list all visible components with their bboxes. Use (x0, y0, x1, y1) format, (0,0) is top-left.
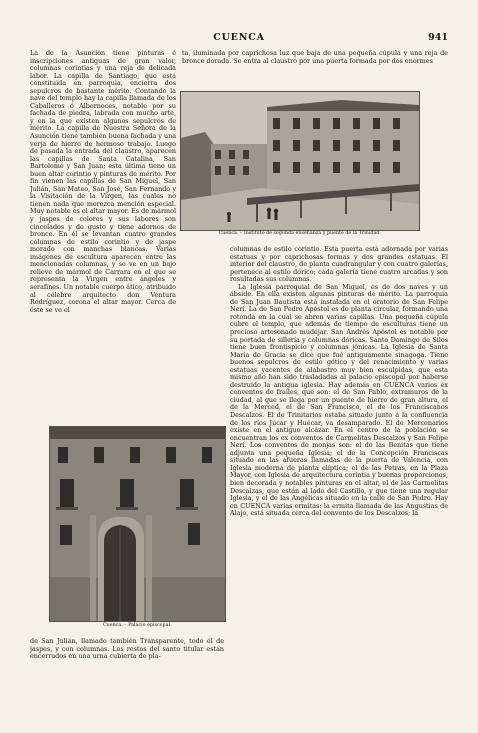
text-column-left-bottom (30, 638, 224, 678)
paragraph: La de la Asunción tiene pinturas é inscripciones antiguas de gran valor, columnas corintias y una reja de delicada labor. La capilla de Santiago, que está constituida en parroquia, encierra dos sepulcros de bastante mérito. Contando la nave del templo hay la capilla llamada de los Caballeros ó Albornoces, notable por su fachada de piedra, labrada con mucho arte, y en la que existen algunos sepulcros de mérito. La capilla de Nuestra Señora de la Asunción tiene también buena fachada y una verja de hierro de hermoso trabajo. Luego de pasada la entrada del claustro, aparecen las capillas de Santa Catalina, San Bartolomé y San Juan; esta última tiene un buen altar corintio y pinturas de mérito. Por fin vienen las capillas de San Miguel, San Julián, San Mateo, San José, San Fernando y la Visitación de la Virgen, las cuales no tienen nada que merezca mención especial. Muy notable es el altar mayor. Es de mármol y jaspes de colores y sus labores son cincelados y de gusto y tiene adornos de bronce. En él se levantan cuatro grandes columnas de estilo corintio y de jaspe morado con manchas blancas. Varias imágenes de escultura aparecen entre las mencionadas columnas, y se ve en un bajo relieve de mármol de Carrara en el que se representa la Virgen entre ángeles y serafines. Un notable cuerpo ático, atribuido al célebre arquitecto don Ventura Rodríguez, corona el altar mayor. Cerca de éste se ve el (30, 50, 176, 314)
page-number: 941 (428, 32, 448, 43)
photo-palacio-episcopal (49, 426, 226, 622)
figure-caption: Cuenca. – Instituto de segunda enseñanza y puente de la Trinidad (218, 231, 380, 236)
instituto-illustration (181, 92, 419, 230)
text-column-right-mid (230, 246, 448, 701)
paragraph: columnas de estilo corintio. Esta puerta está adornada por varias estatuas y por caprichosas formas y dos grandes estatuas. El interior del claustro, de planta cuadrangular y con cuatro galerías, pertenece al estilo dórico; cada galería tiene cuatro arcadas y son resultadas sus columnas. (230, 246, 448, 284)
palacio-illustration (50, 427, 225, 621)
paragraph: de San Julián, llamado también Transparente, todo él de jaspes, y con columnas. Los restos del santo titular están encerrados en una urna cubierta de pla- (30, 638, 224, 661)
page-header (30, 32, 448, 46)
text-column-right-top (182, 50, 448, 88)
running-title: CUENCA (213, 32, 265, 43)
photo-instituto-puente (180, 91, 420, 231)
paragraph: ta, iluminada por caprichosa luz que baja de una pequeña cúpula y una reja de bronce dorada. Se entra al claustro por una puerta formada por dos enormes (182, 50, 448, 65)
figure-caption: Cuenca. – Palacio episcopal (102, 623, 171, 628)
text-column-left-top (30, 50, 176, 332)
paragraph: La Iglesia parroquial de San Miguel, es de dos naves y un ábside. En ella existen algunas pinturas de mérito. La parroquia de San Juan Bautista está instalada en el oratorio de San Felipe Neri. La de San Pedro Apóstol es de planta circular, formando una rotonda en la cual se abren varias capillas. Una pequeña cúpula cubre el templo, que además de tiempo de esculturas tiene un precioso artesonado mudéjar. San Andrés Apóstol es notable por su portada de sillería y columnas dóricas. Santo Domingo de Silos tiene buen frontispicio y columnas jónicas. La Iglesia de Santa María de Gracia se dice que fué antiguamente sinagoga. Tiene buenos sepulcros de estilo gótico y del renacimiento y varias estatuas yacentes de alabastro muy bien esculpidas, que esta mismo año han sido trasladadas al palacio episcopal por haberse destruido la antigua iglesia. Hay además en CUENCA varios ex conventos de frailes, que son: el de San Pablo, extramuros de la ciudad, al que se llega por un puente de hierro de gran altura, el de la Merced, el de San Francisco, el de los Franciscanos Descalzos. El de Trinitarios estaba situado junto á la confluencia de los ríos Júcar y Huécar, va desamparado. El de Mercenarios existe en el antiguo alcázar. En el centro de la población se encuentran los ex conventos de Carmelitas Descalzos y San Felipe Neri. Los conventos de monjas son: el de las Benitas que tiene adjunta una pequeña Iglesia; el de la Concepción Franciscas situado en las afueras llamadas de la puerta de Valencia, con Iglesia moderna de planta elíptica; el de las Petras, en la Plaza Mayor, con Iglesia de arquitectura corintia y buenas proporciones, bien decorada y notables pinturas en el altar, el de las Carmelitas Descalzas, que están al lado del Castillo, y que tiene una regular Iglesia, y el de las Angélicas situado en la calle de San Pedro. Hay en CUENCA varias ermitas: la ermita llamada de las Angustias de Alajo, está situada cerca del convento de los Descalzos; la (230, 282, 448, 518)
